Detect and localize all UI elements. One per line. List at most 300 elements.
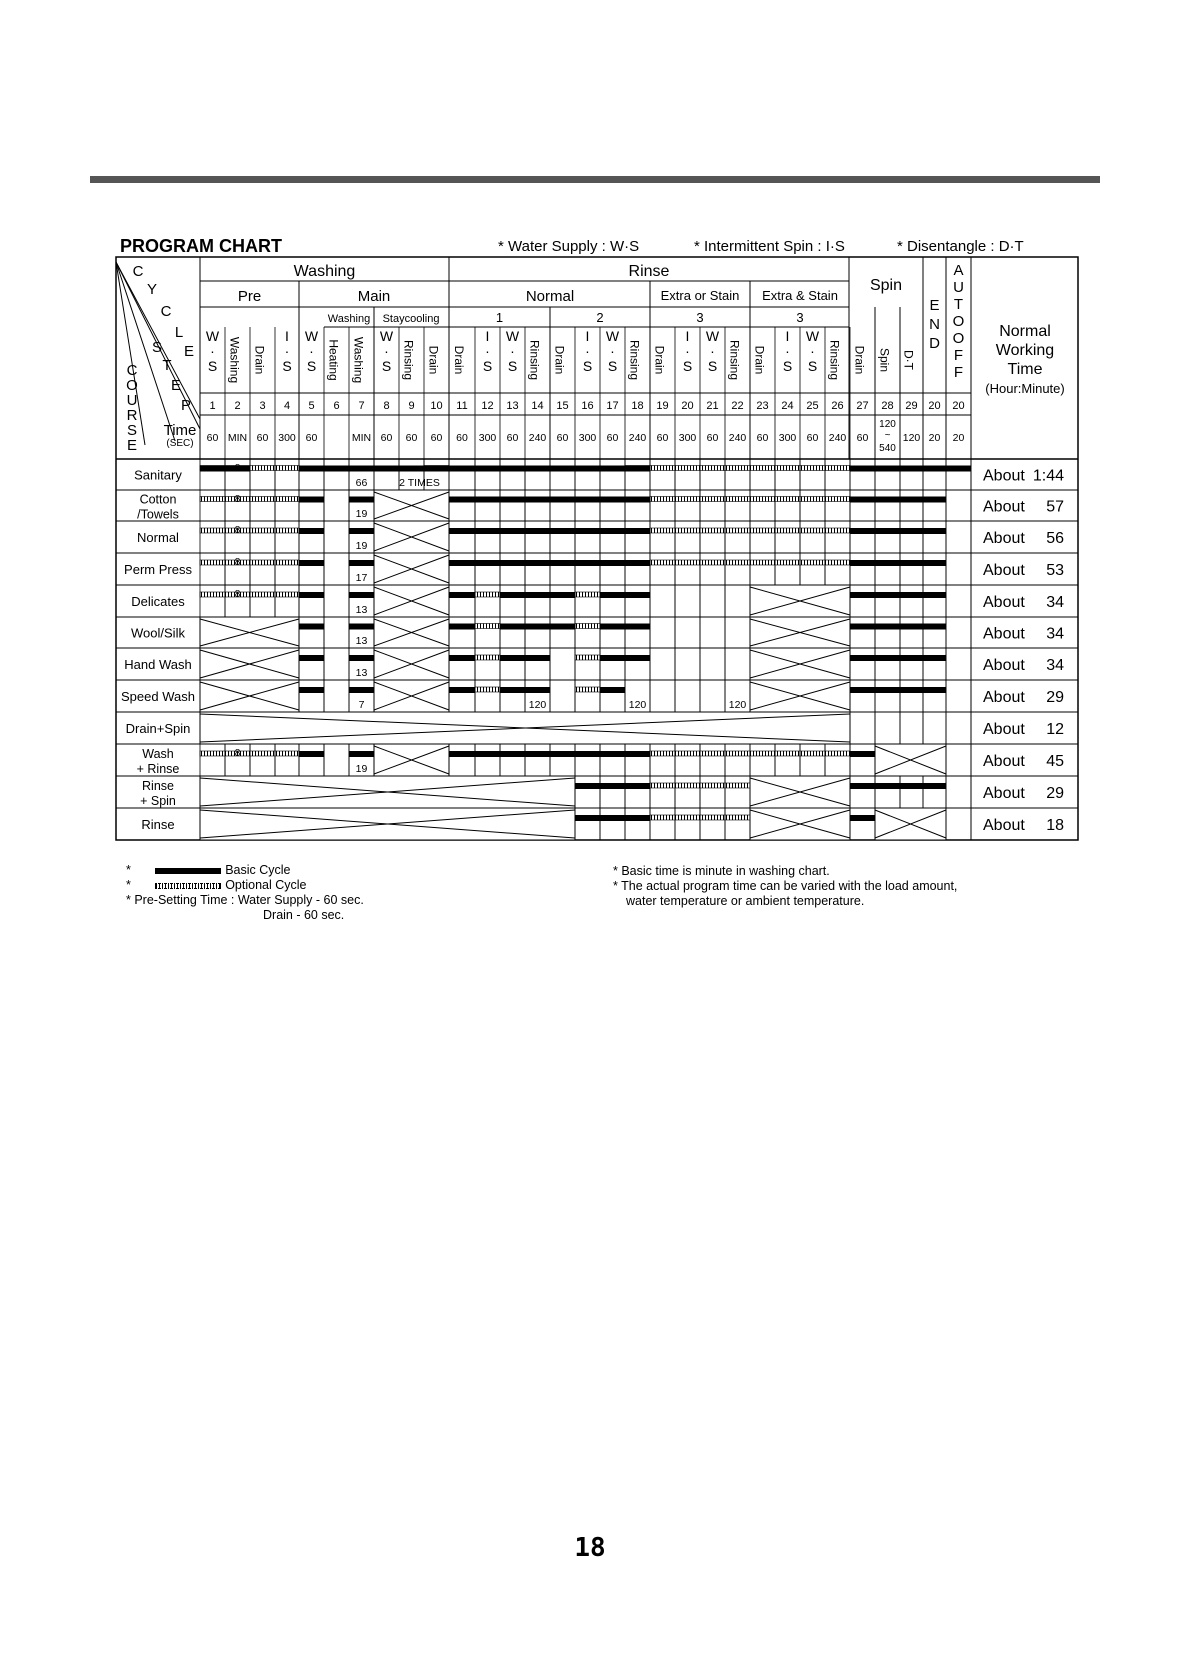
optional-bar-9-1 <box>650 751 850 756</box>
working-time-label-1: Working <box>995 342 1055 359</box>
step-name-2: Washing <box>227 336 242 384</box>
step-num-28: 28 <box>881 400 894 412</box>
course-name-2: Normal <box>137 530 179 545</box>
group-rinse: Rinse <box>628 263 670 280</box>
basic-bar-0-1 <box>299 466 650 472</box>
step-num-21: 21 <box>706 400 719 412</box>
footnote-basic-time: * Basic time is minute in washing chart. <box>613 864 830 878</box>
course-time-value-0: 1:44 <box>1032 467 1064 485</box>
optional-bar-5-1 <box>575 624 600 629</box>
step-name-24-b: S <box>782 358 793 374</box>
sub-main-staycooling: Staycooling <box>382 313 440 325</box>
step-time-7: MIN <box>351 432 372 444</box>
course-name-10-b: + Spin <box>140 794 176 808</box>
course-name-0: Sanitary <box>134 467 182 483</box>
course-name-10-a: Rinse <box>142 779 174 793</box>
step-time-15: 60 <box>556 432 569 444</box>
step-letter-2: E <box>170 377 182 394</box>
main-wash-min-7: 7 <box>358 699 365 711</box>
course-letter-3: R <box>126 407 138 424</box>
cycle-letter-0: C <box>132 263 144 280</box>
basic-bar-11-1 <box>850 815 875 821</box>
step-time-10: 60 <box>430 432 443 444</box>
step-name-20-b: S <box>682 358 693 374</box>
step-num-19: 19 <box>656 400 669 412</box>
step-name-5-dot: · <box>309 343 314 359</box>
step-num-3: 3 <box>259 400 266 412</box>
step-name-12-dot: · <box>485 343 490 359</box>
course-time-label-6: About <box>983 657 1025 674</box>
basic-bar-7-0 <box>299 687 324 693</box>
step-num-31: 20 <box>952 400 965 412</box>
basic-bar-0-2 <box>850 466 971 472</box>
step-letter-0: S <box>151 339 163 356</box>
step-time-29: 120 <box>902 432 921 444</box>
step-num-23: 23 <box>756 400 769 412</box>
course-time-label-0: About <box>983 467 1025 485</box>
course-time-value-7: 29 <box>1046 689 1064 706</box>
basic-bar-0-0 <box>200 466 250 472</box>
step-time-2: MIN <box>227 432 248 444</box>
main-wash-min-1: 19 <box>355 508 368 520</box>
step-name-16-a: I <box>585 328 590 344</box>
basic-bar-7-4 <box>600 687 625 693</box>
step-name-23: Drain <box>752 345 767 375</box>
basic-bar-6-2 <box>449 655 475 661</box>
step-num-30: 20 <box>928 400 941 412</box>
basic-bar-5-5 <box>850 624 946 630</box>
step-num-22: 22 <box>731 400 744 412</box>
group-main: Main <box>357 288 391 305</box>
basic-bar-1-1 <box>349 497 374 503</box>
course-name-4: Delicates <box>131 594 185 609</box>
step-num-15: 15 <box>556 400 569 412</box>
group-pre: Pre <box>237 288 262 305</box>
step-name-13-a: W <box>505 328 520 344</box>
step-num-9: 9 <box>408 400 415 412</box>
legend-presetting-drain: Drain - 60 sec. <box>263 908 345 922</box>
step-num-18: 18 <box>631 400 644 412</box>
prewash-min-3: 8 <box>234 557 241 568</box>
autooff-letter-5: F <box>953 347 964 364</box>
group-extra-and-stain: Extra & Stain <box>762 288 838 303</box>
step-name-13-b: S <box>507 358 518 374</box>
basic-bar-7-1 <box>349 687 374 693</box>
step-name-24-a: I <box>785 328 790 344</box>
step-num-14: 14 <box>531 400 544 412</box>
step-name-25-dot: · <box>810 343 815 359</box>
step-time-27: 60 <box>856 432 869 444</box>
course-time-label-8: About <box>983 721 1025 738</box>
step-name-12-a: I <box>485 328 490 344</box>
step-time-28-c: 540 <box>879 443 896 454</box>
step-name-21-dot: · <box>710 343 715 359</box>
basic-bar-1-3 <box>850 497 946 503</box>
step-time-13: 60 <box>506 432 519 444</box>
end-letter-1: N <box>929 316 940 333</box>
step-time-22: 240 <box>728 432 747 444</box>
course-letter-1: O <box>126 377 138 394</box>
step-time-1: 60 <box>206 432 219 444</box>
step-name-16-dot: · <box>585 343 590 359</box>
step-name-15: Drain <box>552 345 567 375</box>
sub-main-washing: Washing <box>327 313 371 325</box>
time-label: Time <box>163 422 197 439</box>
step-time-3: 60 <box>256 432 269 444</box>
step-num-7: 7 <box>358 400 365 412</box>
optional-bar-6-1 <box>575 655 600 660</box>
end-letter-0: E <box>929 297 940 314</box>
basic-bar-7-3 <box>500 687 550 693</box>
basic-bar-2-2 <box>449 528 650 534</box>
basic-bar-2-0 <box>299 528 324 534</box>
main-wash-min-6: 13 <box>355 667 368 679</box>
course-time-label-9: About <box>983 753 1025 770</box>
sub-rinse-2: 2 <box>596 310 604 325</box>
step-time-5: 60 <box>305 432 318 444</box>
basic-bar-5-1 <box>349 624 374 630</box>
prewash-min-4: 8 <box>234 589 241 600</box>
course-name-11: Rinse <box>141 817 175 832</box>
optional-bar-5-0 <box>475 624 500 629</box>
step-time-24: 300 <box>778 432 797 444</box>
main-wash-min-0: 66 <box>355 477 368 489</box>
group-washing: Washing <box>293 263 356 280</box>
basic-bar-1-0 <box>299 497 324 503</box>
course-time-label-11: About <box>983 817 1025 834</box>
prewash-min-0: 8 <box>234 463 241 474</box>
corner-diagonal-2 <box>116 262 175 441</box>
course-time-label-3: About <box>983 562 1025 579</box>
basic-bar-2-3 <box>850 528 946 534</box>
course-time-value-5: 34 <box>1046 625 1064 643</box>
step-time-25: 60 <box>806 432 819 444</box>
course-time-value-11: 18 <box>1046 817 1064 834</box>
step-num-26: 26 <box>831 400 844 412</box>
optional-bar-1-0 <box>200 497 299 502</box>
step-name-17-a: W <box>605 328 620 344</box>
step-name-25-b: S <box>807 358 818 374</box>
step-name-13-dot: · <box>510 343 515 359</box>
step-num-6: 6 <box>333 400 340 412</box>
course-name-9-a: Wash <box>142 747 174 761</box>
optional-cycle-swatch <box>155 883 221 889</box>
step-time-21: 60 <box>706 432 719 444</box>
course-letter-2: U <box>126 392 138 409</box>
step-name-19: Drain <box>652 345 667 375</box>
optional-bar-4-2 <box>575 592 600 597</box>
step-num-13: 13 <box>506 400 519 412</box>
optional-bar-7-1 <box>575 687 600 692</box>
step-time-9: 60 <box>405 432 418 444</box>
step-name-4-a: I <box>285 328 289 344</box>
step-num-8: 8 <box>383 400 390 412</box>
optional-bar-0-2 <box>625 466 850 471</box>
step-name-25-a: W <box>805 328 820 344</box>
course-name-3: Perm Press <box>124 562 192 577</box>
rinse-120-7-17: 120 <box>628 699 647 711</box>
group-spin: Spin <box>869 277 903 294</box>
footnote-actual-time: * The actual program time can be varied with the load amount, <box>613 879 958 893</box>
step-num-1: 1 <box>209 400 216 412</box>
step-time-31: 20 <box>952 432 965 444</box>
basic-bar-9-3 <box>850 751 875 757</box>
sec-label: (SEC) <box>166 438 194 449</box>
cycle-letter-4: E <box>183 343 195 360</box>
prewash-min-1: 8 <box>234 494 241 505</box>
basic-bar-6-5 <box>850 655 946 661</box>
step-name-16-b: S <box>582 358 593 374</box>
sub-rinse-1: 1 <box>495 310 504 325</box>
step-name-17-b: S <box>607 358 618 374</box>
basic-bar-9-0 <box>299 751 324 757</box>
course-time-label-5: About <box>983 625 1025 643</box>
course-name-1-a: Cotton <box>139 492 177 507</box>
basic-bar-4-1 <box>349 592 374 598</box>
course-name-1-b: /Towels <box>137 507 179 522</box>
step-name-18: Rinsing <box>627 339 642 381</box>
cycle-note-0: 2 TIMES <box>399 477 440 489</box>
end-letter-2: D <box>929 335 940 352</box>
main-wash-min-3: 17 <box>355 572 368 584</box>
step-time-4: 300 <box>278 432 296 444</box>
step-num-20: 20 <box>681 400 694 412</box>
basic-bar-4-3 <box>500 592 575 598</box>
rinse-120-7-21: 120 <box>728 699 747 711</box>
basic-bar-3-2 <box>449 560 650 566</box>
step-name-10: Drain <box>426 345 441 375</box>
step-name-14: Rinsing <box>527 339 542 381</box>
step-name-7: Washing <box>351 336 366 384</box>
basic-bar-11-0 <box>575 815 650 821</box>
step-num-10: 10 <box>430 400 443 412</box>
step-time-11: 60 <box>456 432 468 444</box>
working-time-label-3: (Hour:Minute) <box>985 381 1065 396</box>
step-name-28: Spin <box>877 347 892 373</box>
course-time-value-2: 56 <box>1046 530 1064 547</box>
abbr-water-supply: * Water Supply : W·S <box>498 238 640 255</box>
basic-bar-5-4 <box>600 624 650 630</box>
course-time-label-7: About <box>983 689 1025 706</box>
step-name-17-dot: · <box>610 343 615 359</box>
step-name-8-a: W <box>379 328 394 344</box>
step-num-12: 12 <box>481 400 494 412</box>
course-time-value-4: 34 <box>1046 594 1064 611</box>
cycle-letter-2: C <box>160 303 172 320</box>
step-name-5-b: S <box>306 358 317 374</box>
footnote-actual-time-2: water temperature or ambient temperature. <box>626 894 865 908</box>
step-time-28-b: ~ <box>884 430 891 441</box>
course-letter-0: C <box>126 362 138 379</box>
abbr-disentangle: * Disentangle : D·T <box>897 238 1024 255</box>
basic-bar-4-4 <box>600 592 650 598</box>
course-letter-5: E <box>126 437 138 454</box>
optional-bar-6-0 <box>475 655 500 660</box>
main-wash-min-5: 13 <box>355 635 368 647</box>
autooff-letter-4: O <box>952 330 965 347</box>
step-time-14: 240 <box>528 432 547 444</box>
autooff-letter-2: T <box>953 296 964 313</box>
step-name-1-dot: · <box>210 343 215 359</box>
basic-bar-1-2 <box>449 497 650 503</box>
main-wash-min-2: 19 <box>355 540 368 552</box>
step-name-5-a: W <box>304 328 319 344</box>
course-name-9-b: + Rinse <box>136 762 180 776</box>
optional-bar-3-0 <box>200 560 299 565</box>
basic-bar-3-3 <box>850 560 946 566</box>
basic-bar-5-0 <box>299 624 324 630</box>
step-time-30: 20 <box>928 432 941 444</box>
step-num-27: 27 <box>856 400 869 412</box>
autooff-letter-3: O <box>952 313 965 330</box>
basic-bar-6-1 <box>349 655 374 661</box>
basic-bar-7-5 <box>850 687 946 693</box>
step-time-8: 60 <box>380 432 393 444</box>
basic-bar-10-1 <box>850 783 946 789</box>
basic-bar-4-5 <box>850 592 946 598</box>
step-time-23: 60 <box>756 432 769 444</box>
step-time-19: 60 <box>656 432 669 444</box>
basic-bar-5-3 <box>500 624 575 630</box>
step-name-21-b: S <box>707 358 718 374</box>
step-name-8-dot: · <box>384 343 389 359</box>
step-time-18: 240 <box>628 432 647 444</box>
step-time-20: 300 <box>678 432 697 444</box>
step-num-17: 17 <box>606 400 619 412</box>
course-time-value-10: 29 <box>1046 785 1064 802</box>
step-num-24: 24 <box>781 400 794 412</box>
basic-bar-6-3 <box>500 655 550 661</box>
main-wash-min-4: 13 <box>355 604 368 616</box>
step-name-1-b: S <box>207 358 218 374</box>
abbr-intermittent-spin: * Intermittent Spin : I·S <box>694 238 845 255</box>
optional-bar-1-1 <box>650 497 850 502</box>
step-name-20-dot: · <box>685 343 690 359</box>
sub-rinse-3a: 3 <box>696 310 704 325</box>
optional-bar-11-0 <box>650 815 750 820</box>
step-name-11: Drain <box>451 345 466 375</box>
basic-bar-5-2 <box>449 624 475 630</box>
step-name-8-b: S <box>381 358 392 374</box>
step-name-27: Drain <box>852 345 867 375</box>
optional-bar-10-0 <box>650 783 750 788</box>
optional-bar-3-1 <box>650 560 850 565</box>
step-num-29: 29 <box>905 400 918 412</box>
step-time-17: 60 <box>606 432 619 444</box>
working-time-label-0: Normal <box>999 323 1051 340</box>
group-extra-or-stain: Extra or Stain <box>660 288 740 303</box>
optional-bar-9-0 <box>200 751 299 756</box>
course-time-label-1: About <box>983 498 1025 516</box>
prewash-min-2: 8 <box>234 525 241 536</box>
step-num-4: 4 <box>283 400 291 412</box>
basic-bar-4-0 <box>299 592 324 598</box>
optional-bar-4-1 <box>475 592 500 597</box>
main-wash-min-9: 19 <box>355 763 368 775</box>
prewash-min-9: 8 <box>234 748 241 759</box>
step-time-28-a: 120 <box>879 419 896 430</box>
cycle-letter-1: Y <box>146 281 158 298</box>
basic-bar-2-1 <box>349 528 374 534</box>
step-time-16: 300 <box>578 432 597 444</box>
basic-cycle-swatch <box>155 868 221 874</box>
step-name-22: Rinsing <box>727 339 742 381</box>
step-name-24-dot: · <box>785 343 790 359</box>
step-name-29: D·T <box>901 350 916 370</box>
step-num-2: 2 <box>234 400 241 412</box>
course-time-label-2: About <box>983 530 1025 547</box>
step-name-12-b: S <box>482 358 493 374</box>
course-name-5: Wool/Silk <box>131 625 185 641</box>
basic-bar-4-2 <box>449 592 475 598</box>
optional-bar-2-0 <box>200 528 299 533</box>
step-name-9: Rinsing <box>401 339 416 381</box>
basic-bar-3-0 <box>299 560 324 566</box>
page-number: 18 <box>574 1533 606 1563</box>
step-num-16: 16 <box>581 400 594 412</box>
course-name-8: Drain+Spin <box>125 721 191 736</box>
course-letter-4: S <box>126 422 138 439</box>
optional-bar-4-0 <box>200 592 299 597</box>
group-normal: Normal <box>525 288 575 305</box>
legend-basic: * Basic Cycle <box>126 863 291 877</box>
course-time-label-10: About <box>983 785 1025 802</box>
sub-rinse-3b: 3 <box>796 310 804 325</box>
autooff-letter-1: U <box>953 279 964 296</box>
step-name-4-dot: · <box>284 343 290 359</box>
optional-bar-2-1 <box>650 528 850 533</box>
cycle-letter-3: L <box>174 324 184 341</box>
autooff-letter-0: A <box>953 262 964 279</box>
legend-presetting: * Pre-Setting Time : Water Supply - 60 sec. <box>126 893 364 907</box>
optional-bar-7-0 <box>475 687 500 692</box>
basic-bar-10-0 <box>575 783 650 789</box>
course-time-value-8: 12 <box>1046 721 1064 738</box>
step-name-6: Heating <box>326 339 341 381</box>
course-time-label-4: About <box>983 594 1025 611</box>
course-time-value-1: 57 <box>1046 498 1064 516</box>
working-time-label-2: Time <box>1007 361 1043 378</box>
step-time-26: 240 <box>828 432 847 444</box>
course-name-7: Speed Wash <box>121 689 195 704</box>
basic-bar-7-2 <box>449 687 475 693</box>
basic-bar-3-1 <box>349 560 374 566</box>
step-name-1-a: W <box>205 328 220 344</box>
basic-bar-6-0 <box>299 655 324 661</box>
basic-bar-9-2 <box>449 751 650 757</box>
step-letter-1: T <box>162 357 172 374</box>
step-name-3: Drain <box>252 345 267 375</box>
course-time-value-3: 53 <box>1046 562 1064 579</box>
step-name-4-b: S <box>282 358 292 374</box>
step-num-11: 11 <box>456 400 468 412</box>
course-time-value-6: 34 <box>1046 657 1064 674</box>
course-name-6: Hand Wash <box>124 657 192 672</box>
step-time-12: 300 <box>478 432 497 444</box>
step-num-5: 5 <box>308 400 315 412</box>
step-letter-3: P <box>180 397 192 414</box>
step-num-25: 25 <box>806 400 819 412</box>
legend-optional: * Optional Cycle <box>126 878 307 892</box>
chart-title: PROGRAM CHART <box>120 236 282 256</box>
basic-bar-9-1 <box>349 751 374 757</box>
course-time-value-9: 45 <box>1046 753 1064 770</box>
step-name-26: Rinsing <box>827 339 842 381</box>
basic-bar-6-4 <box>600 655 650 661</box>
autooff-letter-6: F <box>953 364 964 381</box>
step-name-21-a: W <box>705 328 720 344</box>
rinse-120-7-13: 120 <box>528 699 547 711</box>
